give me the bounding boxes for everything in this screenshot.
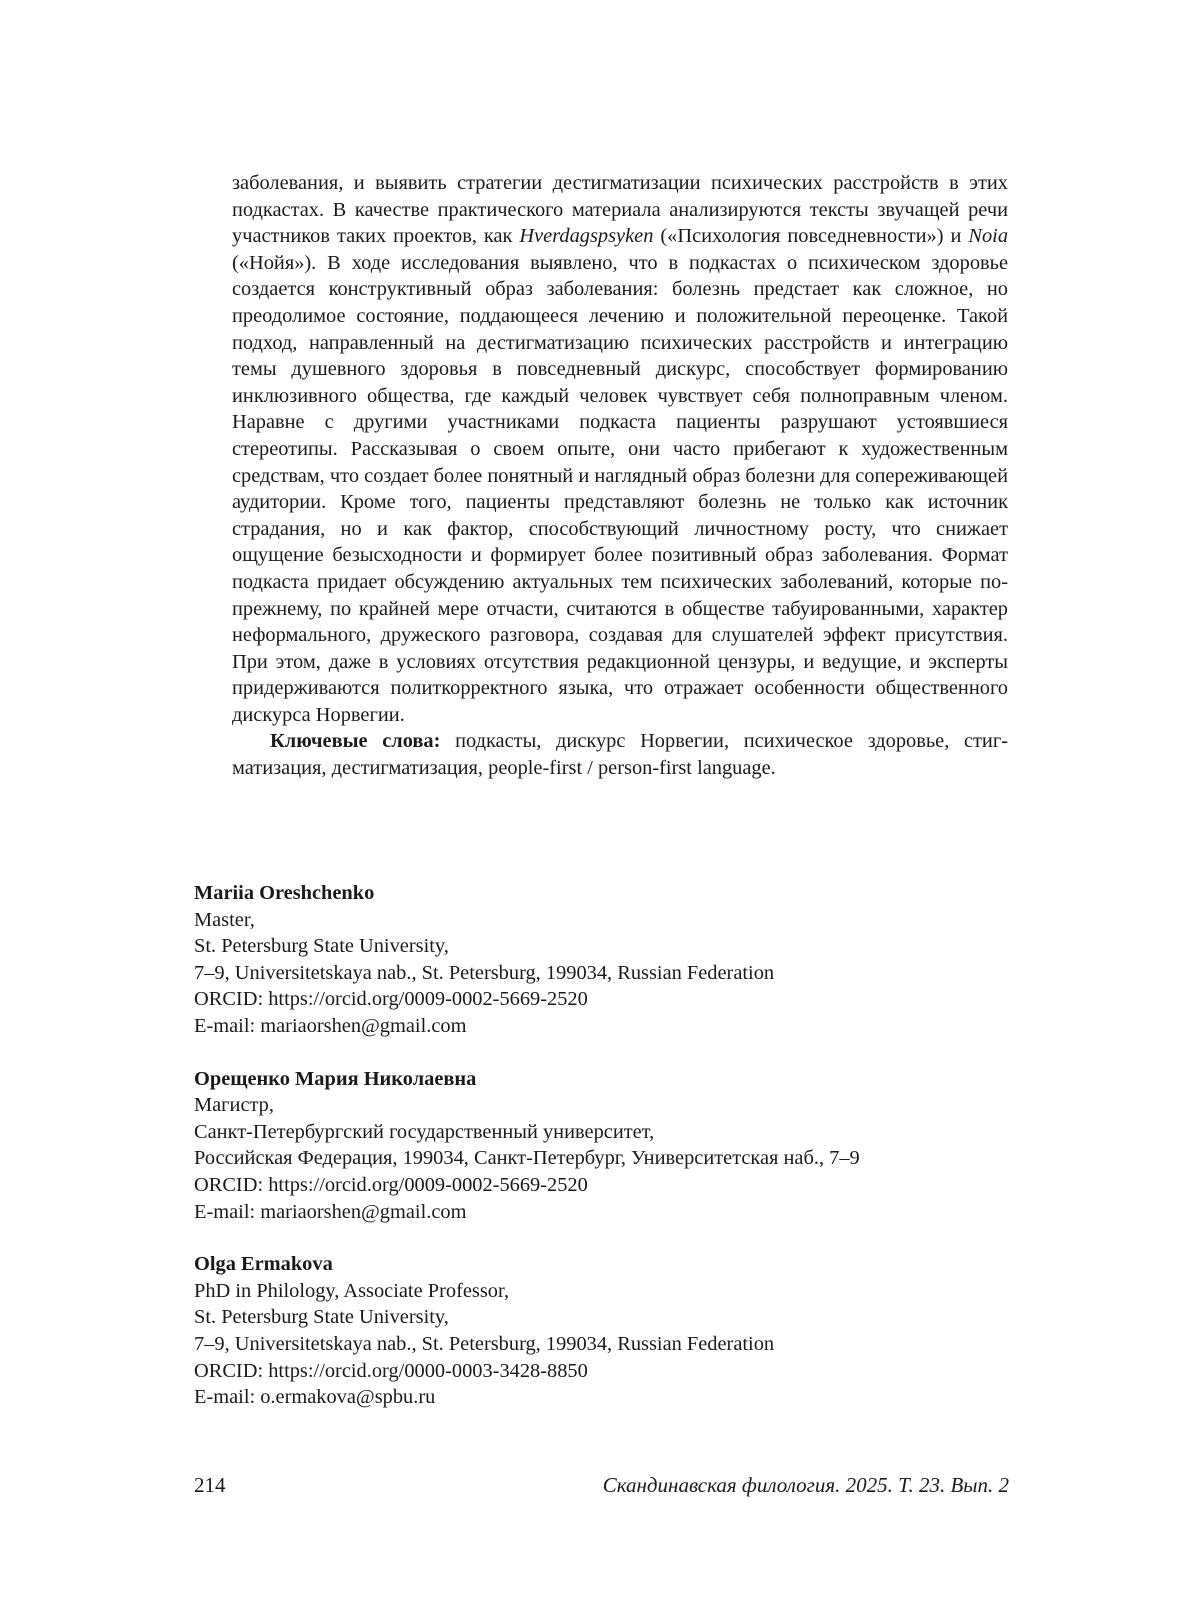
journal-reference: Скандинавская филология. 2025. Т. 23. Вып. 2 xyxy=(602,1473,1009,1497)
author-degree: Магистр, xyxy=(194,1094,274,1117)
author-affiliation: Санкт-Петербургский государственный университет, xyxy=(194,1120,655,1143)
author-address: 7–9, Universitetskaya nab., St. Petersburg, 199034, Russian Federation xyxy=(194,961,775,984)
podcast-title-noia: Noia xyxy=(968,225,1009,248)
keywords-text: подкасты, дискурс Норвегии, психическое здоровье, стигматизация, дестигматизация, people-first / person-first language. xyxy=(232,730,1008,780)
abstract-paragraph xyxy=(232,170,1008,728)
author-address: 7–9, Universitetskaya nab., St. Petersburg, 199034, Russian Federation xyxy=(194,1332,775,1355)
author-name: Olga Ermakova xyxy=(194,1253,333,1276)
author-affiliation: St. Petersburg State University, xyxy=(194,935,449,958)
abstract xyxy=(232,170,1008,782)
author-affiliation: St. Petersburg State University, xyxy=(194,1306,449,1329)
author-info xyxy=(194,880,1094,1437)
podcast-title-hverdagspsyken: Hverdagspsyken xyxy=(519,225,654,248)
author-degree: PhD in Philology, Associate Professor, xyxy=(194,1279,510,1302)
author-orcid: ORCID: https://orcid.org/0000-0003-3428-8850 xyxy=(194,1359,588,1382)
author-orcid: ORCID: https://orcid.org/0009-0002-5669-2520 xyxy=(194,988,588,1011)
abstract-text-1: заболевания, и выявить стратегии дестигматизации психических расстройств в этих подкастах. В качестве практического материала анализируются тексты звучащей речи участников таких проектов, как xyxy=(232,172,1008,248)
keywords-label: Ключевые слова: xyxy=(270,730,441,753)
author-block-oreshchenko-en xyxy=(194,880,1094,1040)
author-email: E-mail: mariaorshen@gmail.com xyxy=(194,1014,467,1037)
author-block-ermakova-en xyxy=(194,1251,1094,1411)
author-email: E-mail: o.ermakova@spbu.ru xyxy=(194,1386,436,1409)
author-degree: Master, xyxy=(194,908,255,931)
page-number: 214 xyxy=(194,1473,226,1497)
author-orcid: ORCID: https://orcid.org/0009-0002-5669-2520 xyxy=(194,1173,588,1196)
author-email: E-mail: mariaorshen@gmail.com xyxy=(194,1200,467,1223)
author-name: Орещенко Мария Николаевна xyxy=(194,1067,477,1090)
abstract-text-3: («Нойя»). В ходе исследования выявлено, что в подкастах о психическом здоровье создается конструктивный образ заболевания: болезнь предстает как сложное, но преодолимое состояние, поддающееся лечению и положительной переоценке. Такой подход, направленный на дестигматизацию психических расстройств и интеграцию темы душевного здоровья в повседневный дискурс, способствует формированию инклюзивного общества, где каждый человек чувствует себя полноправным членом. Наравне с другими участниками подкаста пациенты разрушают устоявшиеся стереотипы. Рассказывая о своем опыте, они часто прибегают к художественным средствам, что создает более понятный и наглядный образ болезни для сопереживающей аудитории. Кроме того, пациенты представляют болезнь не только как источник страдания, но и как фактор, способствующий личностному росту, что снижает ощущение безысходности и формирует более позитивный образ заболевания. Формат подкаста придает обсуждению актуальных тем психических заболеваний, которые по-прежнему, по крайней мере отчасти, считаются в обществе табуированными, характер неформального, дружеского разговора, создавая для слушателей эффект присутствия. При этом, даже в условиях отсутствия редакционной цензуры, и ведущие, и эксперты придерживаются политкорректного языка, что отражает особенности общественного дискурса Норвегии. xyxy=(232,251,1008,726)
author-address: Российская Федерация, 199034, Санкт-Петербург, Университетская наб., 7–9 xyxy=(194,1147,860,1170)
abstract-text-2: («Психология повседневности») и xyxy=(653,225,969,248)
author-name: Mariia Oreshchenko xyxy=(194,882,375,904)
page-footer xyxy=(194,1473,1009,1498)
author-block-oreshchenko-ru xyxy=(194,1066,1094,1226)
keywords-paragraph xyxy=(232,728,1008,781)
